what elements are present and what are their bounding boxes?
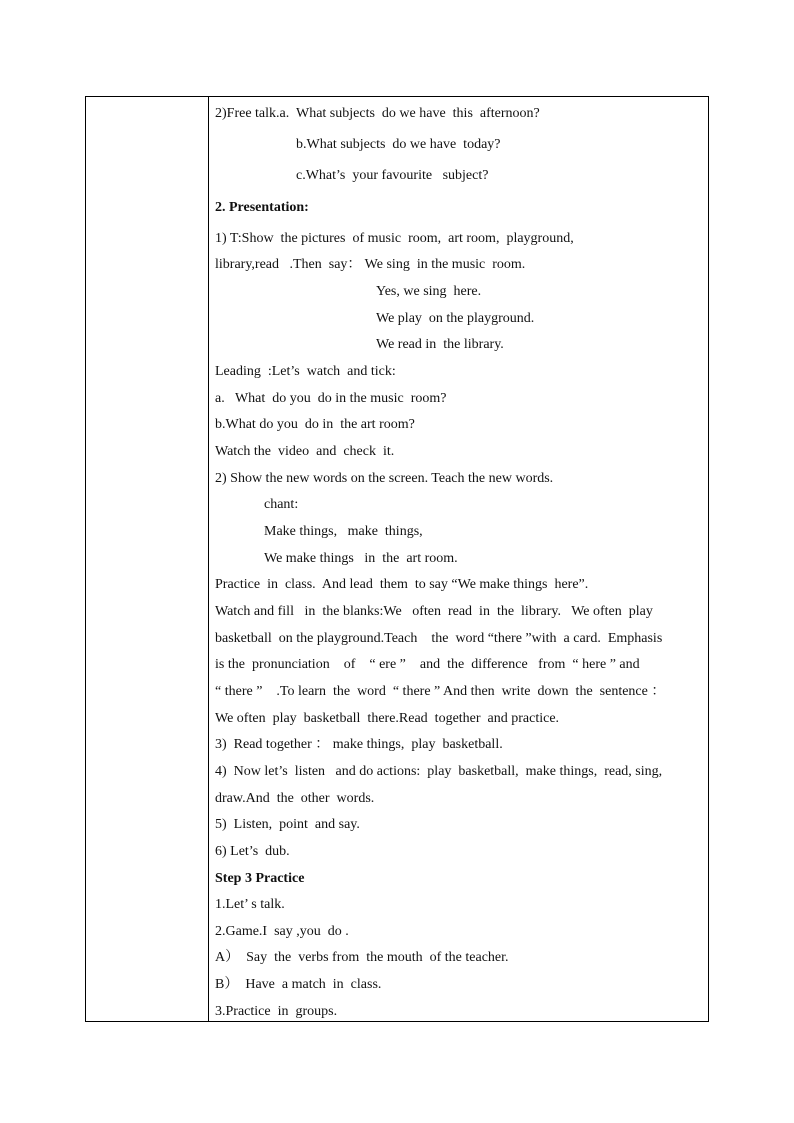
presentation-line: 3) Read together ： make things, play basketball. [215, 737, 503, 752]
practice-line: 3.Practice in groups. [215, 1004, 338, 1019]
presentation-line: Practice in class. And lead them to say “We make things here”. [215, 577, 589, 592]
practice-line: A） Say the verbs from the mouth of the teacher. [215, 950, 509, 965]
presentation-line: “ there ” .To learn the word “ there ” And then write down the sentence ： [215, 684, 666, 699]
presentation-line: library,read .Then say： We sing in the music room. [215, 257, 526, 272]
chant-line: Make things, make things, [264, 524, 423, 539]
presentation-line: draw.And the other words. [215, 791, 375, 806]
presentation-line: 5) Listen, point and say. [215, 817, 360, 832]
presentation-line: a. What do you do in the music room? [215, 391, 447, 406]
presentation-line: We often play basketball there.Read together and practice. [215, 711, 560, 726]
presentation-line: Watch and fill in the blanks:We often read in the library. We often play [215, 604, 653, 619]
presentation-line: 6) Let’s dub. [215, 844, 290, 859]
practice-line: 1.Let’ s talk. [215, 897, 285, 912]
presentation-line: Yes, we sing here. [376, 284, 482, 299]
free-talk-line-a: 2)Free talk.a. What subjects do we have this afternoon? [215, 106, 540, 121]
presentation-line: basketball on the playground.Teach the word “there ”with a card. Emphasis [215, 631, 663, 646]
presentation-line: is the pronunciation of “ ere ” and the difference from “ here ” and [215, 657, 640, 672]
section-heading-practice: Step 3 Practice [215, 871, 305, 886]
free-talk-line-c: c.What’s your favourite subject? [296, 168, 489, 183]
presentation-line: Watch the video and check it. [215, 444, 395, 459]
chant-line: chant: [264, 497, 299, 512]
right-column-cell [209, 97, 708, 1021]
practice-line: B） Have a match in class. [215, 977, 382, 992]
chant-line: We make things in the art room. [264, 551, 458, 566]
presentation-line: We play on the playground. [376, 311, 535, 326]
presentation-line: 4) Now let’s listen and do actions: play basketball, make things, read, sing, [215, 764, 663, 779]
free-talk-line-b: b.What subjects do we have today? [296, 137, 501, 152]
practice-line: 2.Game.I say ,you do . [215, 924, 349, 939]
lesson-plan-table [85, 96, 709, 1022]
presentation-line: b.What do you do in the art room? [215, 417, 415, 432]
presentation-line: 1) T:Show the pictures of music room, art room, playground, [215, 231, 574, 246]
presentation-line: 2) Show the new words on the screen. Teach the new words. [215, 471, 554, 486]
left-column-cell [86, 97, 209, 1021]
presentation-line: We read in the library. [376, 337, 504, 352]
presentation-line: Leading :Let’s watch and tick: [215, 364, 396, 379]
section-heading-presentation: 2. Presentation: [215, 200, 309, 215]
